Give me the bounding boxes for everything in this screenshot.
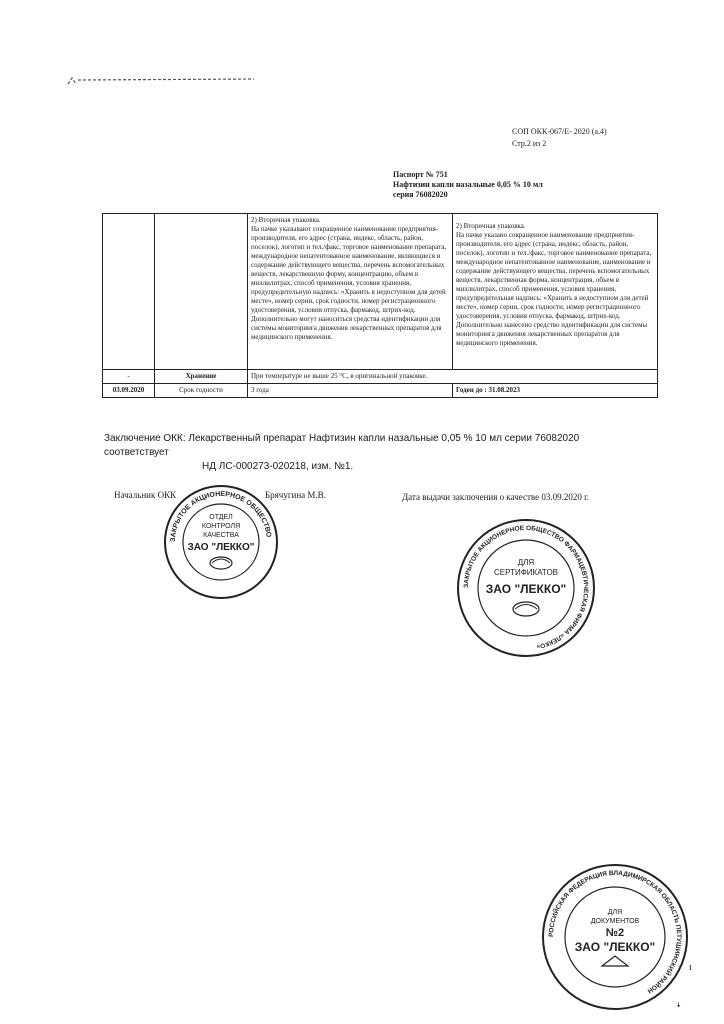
stamp-seal-graphic — [540, 862, 690, 1012]
stamp-seal-graphic — [455, 517, 597, 659]
result-title: 2) Вторичная упаковка. — [456, 222, 526, 230]
table-cell-requirement — [248, 214, 453, 370]
requirement-text: На пачке указывают сокращенное наименование предприятия-производителя, его адрес (страна, индекс, область, район, поселок), логотип и тел./факс, торговое наименование препарата, международное непатентованное наименование, являющиеся и содержание действующего вещества, перечень вспомогательных веществ, лекарственную форму, концентрацию, объем в миллилитрах, способ применения, условия хранения, предупредительную надпись: «Хранить в недоступном для детей месте», номер серии, срок годности, номер регистрационного удостоверения, условия отпуска, фармакод, штрих-код. Дополнительно могут наноситься средства идентификации для системы мониторинга движения лекарственных препаратов для медицинского применения. — [251, 225, 447, 341]
table-row — [103, 214, 658, 370]
margin-mark: ı — [689, 962, 692, 973]
page-number: Стр.2 из 2 — [512, 139, 547, 148]
table-cell: Срок годности — [155, 384, 248, 398]
table-cell: Годен до : 31.08.2023 — [453, 384, 658, 398]
stamp-text: №2 — [605, 927, 625, 939]
document-header — [512, 126, 607, 150]
documents-stamp — [540, 862, 690, 1012]
stamp-text: ДЛЯ — [607, 909, 623, 916]
scan-artifact-line — [66, 76, 256, 86]
result-text: На пачке указано сокращенное наименование предприятия-производителя, его адрес (страна, индекс, область, район, поселок), логотип и тел./факс, торговое наименование препарата, международное непатентованное наименование, наименование и содержание действующего вещества, перечень вспомогательных веществ, лекарственная форма, концентрация, объем в миллилитрах, способ применения, условия хранения, предупредительная надпись: «Хранить в недоступном для детей месте», номер серии, срок годности, номер регистрационного удостоверения, условия отпуска, фармакод, штрих-код. Дополнительно нанесено средство идентификации для системы мониторинга движения лекарственных препаратов для медицинского применения. — [456, 231, 652, 347]
table-row — [103, 370, 658, 384]
issue-date: Дата выдачи заключения о качестве 03.09.2020 г. — [402, 492, 590, 502]
conclusion-line: НД ЛС-000273-020218, изм. №1. — [202, 461, 354, 472]
doc-code: СОП ОКК-067/Е- 2020 (а.4) — [512, 127, 607, 136]
passport-block — [393, 170, 543, 200]
stamp-ring-text: ЗАКРЫТОЕ АКЦИОНЕРНОЕ ОБЩЕСТВО — [169, 490, 272, 543]
stamp-seal-graphic — [162, 483, 280, 601]
table-cell: - — [103, 370, 155, 384]
certificates-stamp — [455, 517, 597, 659]
specification-table — [102, 213, 658, 398]
qc-department-stamp — [162, 483, 280, 601]
table-cell: При температуре не выше 25 °С, в оригинальной упаковке. — [248, 370, 658, 384]
stamp-main-text: ЗАО "ЛЕККО" — [187, 542, 255, 553]
stamp-text: СЕРТИФИКАТОВ — [493, 568, 559, 577]
stamp-ring-text: РОССИЙСКАЯ ФЕДЕРАЦИЯ ВЛАДИМИРСКАЯ ОБЛАСТЬ ПЕТУШИНСКИЙ РАЙОН — [547, 869, 683, 995]
stamp-text: ОТДЕЛ — [209, 514, 233, 521]
stamp-text: ДЛЯ — [517, 558, 535, 567]
table-cell: 3 года — [248, 384, 453, 398]
head-name: Брячугина М.В. — [265, 490, 326, 500]
stamp-main-text: ЗАО "ЛЕККО" — [485, 582, 567, 596]
stamp-text: КАЧЕСТВА — [203, 532, 239, 539]
stamp-main-text: ЗАО "ЛЕККО" — [574, 940, 656, 954]
table-cell — [103, 214, 155, 370]
qc-conclusion — [104, 432, 644, 474]
requirement-title: 2) Вторичная упаковка. — [251, 216, 321, 224]
series-number: серия 76082020 — [393, 190, 448, 199]
head-label: Начальник ОКК — [114, 490, 177, 500]
table-cell: 03.09.2020 — [103, 384, 155, 398]
logo-icon — [602, 956, 628, 966]
margin-mark: ꜜ — [676, 1004, 681, 1015]
table-cell: Хранение — [155, 370, 248, 384]
stamp-ring-text: ЗАКРЫТОЕ АКЦИОНЕРНОЕ ОБЩЕСТВО ФАРМАЦЕВТИЧЕСКАЯ ФИРМА «ЛЕККО» — [462, 524, 590, 651]
table-row — [103, 384, 658, 398]
stamp-text: ДОКУМЕНТОВ — [590, 918, 640, 925]
stamp-text: КОНТРОЛЯ — [201, 523, 241, 530]
conclusion-line: Заключение ОКК: Лекарственный препарат Нафтизин капли назальные 0,05 % 10 мл серии 76082020 соответствует — [104, 433, 580, 458]
product-name: Нафтизин капли назальные 0,05 % 10 мл — [393, 180, 543, 189]
passport-number: Паспорт № 751 — [393, 170, 448, 179]
table-cell-result — [453, 214, 658, 370]
table-cell — [155, 214, 248, 370]
